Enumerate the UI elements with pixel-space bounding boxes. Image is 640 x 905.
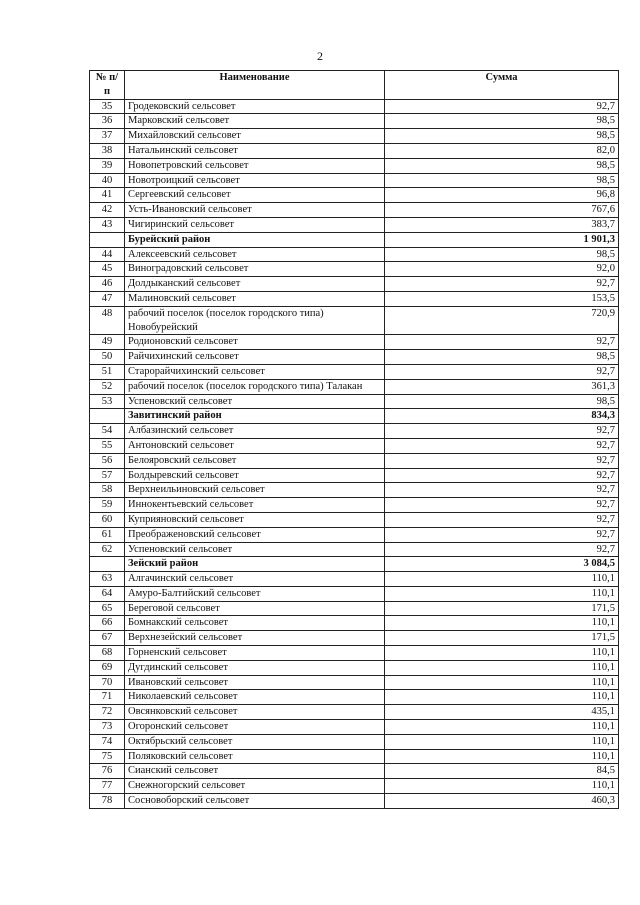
cell-name: Родионовский сельсовет: [125, 335, 385, 350]
cell-name: Иннокентьевский сельсовет: [125, 498, 385, 513]
cell-name: Старорайчихинский сельсовет: [125, 364, 385, 379]
cell-sum: 92,7: [385, 542, 619, 557]
cell-number: 68: [90, 646, 125, 661]
table-row: [90, 453, 619, 468]
cell-number: 44: [90, 247, 125, 262]
cell-number: 56: [90, 453, 125, 468]
cell-number: 52: [90, 379, 125, 394]
cell-name: Гродековский сельсовет: [125, 99, 385, 114]
table-row: [90, 794, 619, 809]
cell-name: Преображеновский сельсовет: [125, 527, 385, 542]
cell-name: Николаевский сельсовет: [125, 690, 385, 705]
cell-name: Долдыканский сельсовет: [125, 277, 385, 292]
cell-number: 40: [90, 173, 125, 188]
table-row: [90, 527, 619, 542]
cell-number: 51: [90, 364, 125, 379]
cell-sum: 92,7: [385, 99, 619, 114]
cell-name: Новотроицкий сельсовет: [125, 173, 385, 188]
table-row: [90, 601, 619, 616]
table-row: [90, 424, 619, 439]
cell-number: 67: [90, 631, 125, 646]
cell-number: [90, 409, 125, 424]
cell-number: 78: [90, 794, 125, 809]
cell-sum: 98,5: [385, 129, 619, 144]
cell-name: Горненский сельсовет: [125, 646, 385, 661]
cell-number: 64: [90, 586, 125, 601]
cell-sum: 98,5: [385, 173, 619, 188]
table-row: [90, 291, 619, 306]
cell-name: Михайловский сельсовет: [125, 129, 385, 144]
cell-number: 57: [90, 468, 125, 483]
cell-name: Верхнезейский сельсовет: [125, 631, 385, 646]
cell-name: Бомнакский сельсовет: [125, 616, 385, 631]
cell-name: Успеновский сельсовет: [125, 394, 385, 409]
cell-sum: 110,1: [385, 586, 619, 601]
allocation-table: [89, 70, 619, 809]
cell-name: Амуро-Балтийский сельсовет: [125, 586, 385, 601]
table-header-row: [90, 71, 619, 100]
cell-sum: 720,9: [385, 306, 619, 335]
cell-sum: 110,1: [385, 734, 619, 749]
cell-name: Райчихинский сельсовет: [125, 350, 385, 365]
cell-name: Октябрьский сельсовет: [125, 734, 385, 749]
table-row: [90, 217, 619, 232]
table-row: [90, 438, 619, 453]
table-row: [90, 483, 619, 498]
cell-sum: 92,7: [385, 498, 619, 513]
cell-sum: 92,7: [385, 277, 619, 292]
cell-sum: 92,7: [385, 364, 619, 379]
table-row: [90, 660, 619, 675]
cell-name: Верхнеильиновский сельсовет: [125, 483, 385, 498]
table-row: [90, 720, 619, 735]
cell-number: 65: [90, 601, 125, 616]
cell-name: Сергеевский сельсовет: [125, 188, 385, 203]
cell-name: Сианский сельсовет: [125, 764, 385, 779]
cell-sum: 110,1: [385, 646, 619, 661]
cell-number: 66: [90, 616, 125, 631]
cell-name: Болдыревский сельсовет: [125, 468, 385, 483]
cell-name: Береговой сельсовет: [125, 601, 385, 616]
cell-sum: 171,5: [385, 631, 619, 646]
table-row: [90, 394, 619, 409]
cell-number: 48: [90, 306, 125, 335]
table-row: [90, 734, 619, 749]
cell-name: Бурейский район: [125, 232, 385, 247]
cell-name: Чигиринский сельсовет: [125, 217, 385, 232]
cell-sum: 92,7: [385, 424, 619, 439]
table-row: [90, 350, 619, 365]
cell-number: 60: [90, 512, 125, 527]
cell-sum: 3 084,5: [385, 557, 619, 572]
cell-number: 43: [90, 217, 125, 232]
cell-name: Албазинский сельсовет: [125, 424, 385, 439]
table-row: [90, 749, 619, 764]
cell-sum: 110,1: [385, 749, 619, 764]
cell-name: Новопетровский сельсовет: [125, 158, 385, 173]
cell-name: Усть-Ивановский сельсовет: [125, 203, 385, 218]
table-row: [90, 173, 619, 188]
cell-name: Виноградовский сельсовет: [125, 262, 385, 277]
table-body: [90, 99, 619, 808]
cell-name: Дугдинский сельсовет: [125, 660, 385, 675]
cell-name: Малиновский сельсовет: [125, 291, 385, 306]
cell-sum: 767,6: [385, 203, 619, 218]
table-row: [90, 498, 619, 513]
cell-name: Завитинский район: [125, 409, 385, 424]
cell-sum: 98,5: [385, 247, 619, 262]
cell-sum: 98,5: [385, 114, 619, 129]
table-row: [90, 572, 619, 587]
cell-number: 76: [90, 764, 125, 779]
cell-number: 45: [90, 262, 125, 277]
cell-sum: 110,1: [385, 660, 619, 675]
district-subtotal-row: [90, 557, 619, 572]
table-row: [90, 631, 619, 646]
cell-number: 41: [90, 188, 125, 203]
cell-sum: 383,7: [385, 217, 619, 232]
cell-name: рабочий поселок (поселок городского типа) Талакан: [125, 379, 385, 394]
cell-number: 55: [90, 438, 125, 453]
cell-number: 42: [90, 203, 125, 218]
cell-name: Белояровский сельсовет: [125, 453, 385, 468]
cell-sum: 153,5: [385, 291, 619, 306]
cell-number: 72: [90, 705, 125, 720]
cell-name: Алексеевский сельсовет: [125, 247, 385, 262]
cell-number: 75: [90, 749, 125, 764]
table-row: [90, 616, 619, 631]
cell-number: 69: [90, 660, 125, 675]
cell-sum: 92,7: [385, 335, 619, 350]
cell-sum: 98,5: [385, 350, 619, 365]
cell-number: 47: [90, 291, 125, 306]
cell-name: Снежногорский сельсовет: [125, 779, 385, 794]
cell-sum: 110,1: [385, 572, 619, 587]
cell-name: Марковский сельсовет: [125, 114, 385, 129]
cell-number: 61: [90, 527, 125, 542]
cell-sum: 110,1: [385, 675, 619, 690]
cell-sum: 92,7: [385, 468, 619, 483]
cell-sum: 98,5: [385, 394, 619, 409]
cell-sum: 84,5: [385, 764, 619, 779]
cell-name: Антоновский сельсовет: [125, 438, 385, 453]
cell-sum: 92,7: [385, 453, 619, 468]
cell-sum: 98,5: [385, 158, 619, 173]
cell-number: 63: [90, 572, 125, 587]
cell-number: 37: [90, 129, 125, 144]
cell-number: 73: [90, 720, 125, 735]
cell-number: 58: [90, 483, 125, 498]
page-number: 2: [317, 49, 323, 63]
cell-name: Поляковский сельсовет: [125, 749, 385, 764]
cell-sum: 834,3: [385, 409, 619, 424]
table-row: [90, 203, 619, 218]
cell-sum: 82,0: [385, 143, 619, 158]
cell-number: 77: [90, 779, 125, 794]
cell-sum: 435,1: [385, 705, 619, 720]
table-row: [90, 143, 619, 158]
table-row: [90, 247, 619, 262]
table-row: [90, 764, 619, 779]
cell-number: 35: [90, 99, 125, 114]
cell-sum: 92,7: [385, 512, 619, 527]
cell-number: [90, 232, 125, 247]
cell-name: рабочий поселок (поселок городского типа) Новобурейский: [125, 306, 385, 335]
cell-sum: 110,1: [385, 616, 619, 631]
cell-sum: 92,7: [385, 527, 619, 542]
cell-number: 62: [90, 542, 125, 557]
cell-number: 71: [90, 690, 125, 705]
cell-sum: 92,7: [385, 483, 619, 498]
table-row: [90, 262, 619, 277]
cell-number: 46: [90, 277, 125, 292]
cell-sum: 92,0: [385, 262, 619, 277]
cell-name: Натальинский сельсовет: [125, 143, 385, 158]
cell-sum: 361,3: [385, 379, 619, 394]
cell-name: Зейский район: [125, 557, 385, 572]
table-row: [90, 646, 619, 661]
district-subtotal-row: [90, 232, 619, 247]
table-row: [90, 277, 619, 292]
table-row: [90, 364, 619, 379]
table-row: [90, 675, 619, 690]
cell-sum: 460,3: [385, 794, 619, 809]
cell-number: 70: [90, 675, 125, 690]
cell-name: Успеновский сельсовет: [125, 542, 385, 557]
cell-sum: 110,1: [385, 690, 619, 705]
cell-name: Ивановский сельсовет: [125, 675, 385, 690]
table-row: [90, 99, 619, 114]
table-row: [90, 306, 619, 335]
table-row: [90, 468, 619, 483]
cell-number: 36: [90, 114, 125, 129]
table-row: [90, 158, 619, 173]
cell-name: Алгачинский сельсовет: [125, 572, 385, 587]
table-row: [90, 542, 619, 557]
cell-number: 74: [90, 734, 125, 749]
cell-number: 49: [90, 335, 125, 350]
cell-number: 39: [90, 158, 125, 173]
cell-number: 50: [90, 350, 125, 365]
header-number: № п/п: [90, 71, 125, 100]
district-subtotal-row: [90, 409, 619, 424]
cell-number: 53: [90, 394, 125, 409]
cell-sum: 92,7: [385, 438, 619, 453]
table-row: [90, 114, 619, 129]
cell-name: Овсянковский сельсовет: [125, 705, 385, 720]
header-name: Наименование: [125, 71, 385, 100]
table-row: [90, 705, 619, 720]
table-row: [90, 335, 619, 350]
cell-number: [90, 557, 125, 572]
header-sum: Сумма: [385, 71, 619, 100]
table-row: [90, 379, 619, 394]
cell-name: Куприяновский сельсовет: [125, 512, 385, 527]
table-row: [90, 129, 619, 144]
cell-sum: 110,1: [385, 720, 619, 735]
cell-number: 54: [90, 424, 125, 439]
cell-sum: 1 901,3: [385, 232, 619, 247]
cell-number: 59: [90, 498, 125, 513]
table-row: [90, 188, 619, 203]
table-row: [90, 586, 619, 601]
cell-name: Сосновоборский сельсовет: [125, 794, 385, 809]
table-row: [90, 779, 619, 794]
cell-sum: 96,8: [385, 188, 619, 203]
cell-sum: 171,5: [385, 601, 619, 616]
cell-number: 38: [90, 143, 125, 158]
cell-sum: 110,1: [385, 779, 619, 794]
cell-name: Огоронский сельсовет: [125, 720, 385, 735]
table-row: [90, 512, 619, 527]
table-row: [90, 690, 619, 705]
